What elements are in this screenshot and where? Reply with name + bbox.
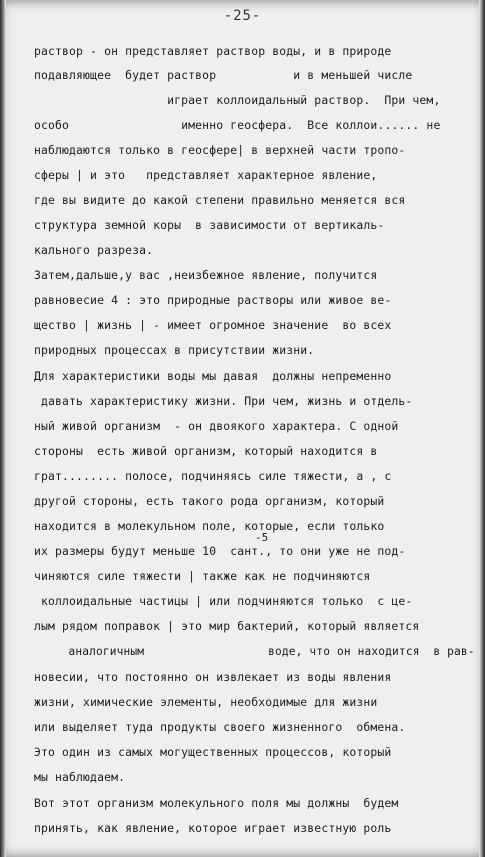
text-line: играет коллоидальный раствор. При чем, bbox=[34, 93, 441, 107]
text-line: лым рядом поправок | это мир бактерий, который является bbox=[34, 619, 420, 633]
text-line: принять, как явление, которое играет известную роль bbox=[34, 821, 392, 835]
page-number: -25- bbox=[223, 8, 262, 24]
text-line: находится в молекульном поле, которые, если только bbox=[34, 519, 385, 533]
text-line: щество | жизнь | - имеет огромное значение во всех bbox=[34, 318, 392, 332]
text-line: стороны есть живой организм, который находится в bbox=[34, 444, 378, 458]
text-line: грат........ полосе, подчиняясь силе тяжести, а , с bbox=[34, 469, 392, 483]
page-right-edge bbox=[479, 0, 485, 857]
text-line: равновесие 4 : это природные растворы или живое ве- bbox=[34, 293, 392, 307]
text-line: или выделяет туда продукты своего жизненного обмена. bbox=[34, 720, 406, 734]
exponent-superscript: -5 bbox=[255, 531, 269, 544]
text-line: Для характеристики воды мы давая должны непременно bbox=[34, 369, 392, 383]
text-line: новесии, что постоянно он извлекает из воды явления bbox=[34, 670, 392, 684]
text-line: где вы видите до какой степени правильно меняется вся bbox=[34, 193, 406, 207]
text-line: давать характеристику жизни. При чем, жизнь и отдель- bbox=[34, 394, 413, 408]
text-line: другой стороны, есть такого рода организм, который bbox=[34, 494, 385, 508]
text-line: Затем,дальше,у вас ,неизбежное явление, получится bbox=[34, 268, 378, 282]
text-line: сферы | и это представляет характерное явление, bbox=[34, 168, 378, 182]
page-left-edge bbox=[0, 0, 6, 857]
text-line: их размеры будут меньше 10 сант., то они уже не под- bbox=[34, 544, 406, 558]
text-line: природных процессах в присутствии жизни. bbox=[34, 343, 315, 357]
text-line: особо именно геосфера. Все коллои...... не bbox=[34, 118, 441, 132]
text-line: Это один из самых могущественных процессов, который bbox=[34, 745, 392, 759]
text-line: жизни, химические элементы, необходимые для жизни bbox=[34, 695, 378, 709]
text-line: мы наблюдаем. bbox=[34, 770, 126, 784]
text-line: Вот этот организм молекульного поля мы должны будем bbox=[34, 796, 399, 810]
text-line: ный живой организм - он двоякого характера. С одной bbox=[34, 419, 399, 433]
text-line: наблюдаются только в геосфере| в верхней части тропо- bbox=[34, 143, 406, 157]
text-line: структура земной коры в зависимости от вертикаль- bbox=[34, 218, 385, 232]
text-line: кального разреза. bbox=[34, 243, 154, 257]
text-line: подавляющее будет раствор и в меньшей числе bbox=[34, 68, 413, 82]
text-line: раствор - он представляет раствор воды, и в природе bbox=[34, 44, 392, 58]
text-line: аналогичным воде, что он находится в рав- bbox=[34, 645, 475, 658]
text-line: коллоидальные частицы | или подчиняются только с це- bbox=[34, 594, 413, 608]
text-line: чиняются силе тяжести | также как не подчиняются bbox=[34, 569, 371, 583]
